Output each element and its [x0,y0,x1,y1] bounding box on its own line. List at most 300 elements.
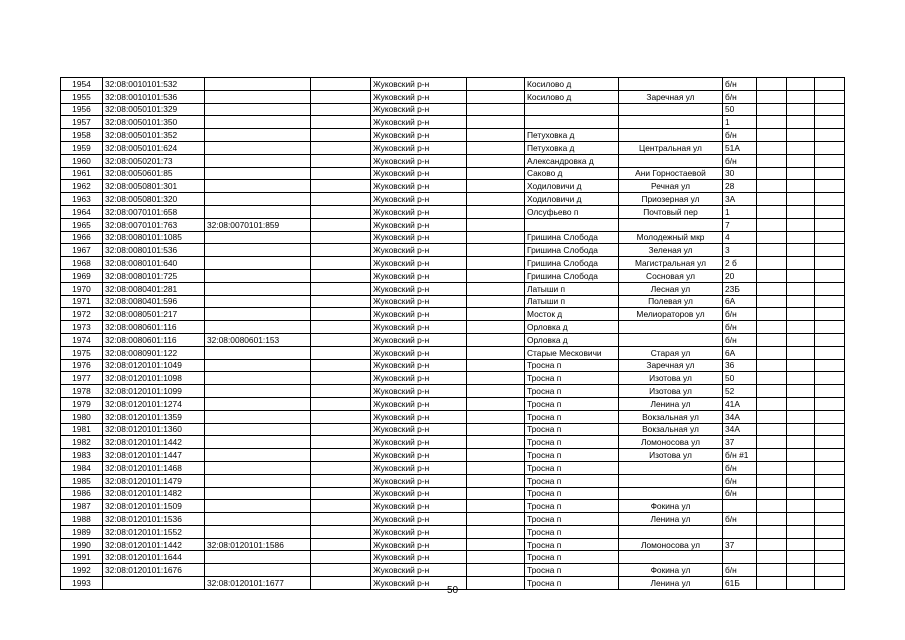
table-cell: 1954 [61,78,103,91]
table-cell [205,269,311,282]
table-cell: 1989 [61,525,103,538]
table-cell: Жуковский р-н [371,513,467,526]
table-cell: 1967 [61,244,103,257]
table-cell [311,308,371,321]
table-cell: Изотова ул [619,372,723,385]
table-cell [815,295,845,308]
table-cell: 1983 [61,449,103,462]
table-cell: Жуковский р-н [371,78,467,91]
table-row [61,295,845,308]
table-cell [787,269,815,282]
table-cell: 7 [723,218,757,231]
table-cell: 1984 [61,461,103,474]
table-row [61,513,845,526]
table-cell: 1976 [61,359,103,372]
table-cell: 3А [723,193,757,206]
table-cell: 1988 [61,513,103,526]
table-cell [311,167,371,180]
table-cell [787,308,815,321]
table-cell: 32:08:0120101:1677 [205,577,311,590]
table-row [61,205,845,218]
table-cell: Приозерная ул [619,193,723,206]
table-cell: Петуховка д [525,129,619,142]
table-cell: 32:08:0080601:153 [205,333,311,346]
table-cell [619,461,723,474]
table-cell [311,461,371,474]
table-cell: Жуковский р-н [371,346,467,359]
table-cell [787,385,815,398]
table-cell: Тросна п [525,513,619,526]
table-cell [467,423,525,436]
table-cell: б/н [723,321,757,334]
table-cell [815,193,845,206]
table-cell [815,231,845,244]
table-cell: 32:08:0120101:1447 [103,449,205,462]
table-cell: 1973 [61,321,103,334]
table-cell [619,474,723,487]
table-cell [311,321,371,334]
table-cell [757,282,787,295]
table-cell: Ленина ул [619,577,723,590]
table-cell: 32:08:0120101:1359 [103,410,205,423]
table-cell [757,269,787,282]
table-cell [787,231,815,244]
table-cell: 32:08:0080101:640 [103,257,205,270]
table-cell: 32:08:0050601:85 [103,167,205,180]
table-cell [787,257,815,270]
table-cell: 1963 [61,193,103,206]
table-cell [815,218,845,231]
table-cell [525,103,619,116]
table-cell: Речная ул [619,180,723,193]
table-cell: 1958 [61,129,103,142]
table-cell [311,103,371,116]
table-cell [757,525,787,538]
table-cell [205,180,311,193]
table-cell [787,167,815,180]
table-cell [311,513,371,526]
table-cell: б/н [723,154,757,167]
table-cell [815,410,845,423]
table-cell [757,487,787,500]
table-cell [619,487,723,500]
table-cell: 32:08:0080101:725 [103,269,205,282]
table-cell: 32:08:0070101:658 [103,205,205,218]
table-cell [787,461,815,474]
table-cell: Ленина ул [619,397,723,410]
table-row [61,90,845,103]
table-cell: 32:08:0050801:320 [103,193,205,206]
table-cell: Молодежный мкр [619,231,723,244]
table-cell [467,551,525,564]
table-cell [311,436,371,449]
table-cell [467,78,525,91]
table-row [61,116,845,129]
table-cell: Александровка д [525,154,619,167]
table-cell [815,116,845,129]
table-cell: Латыши п [525,282,619,295]
table-cell [787,436,815,449]
table-cell [311,410,371,423]
table-cell: 51А [723,141,757,154]
table-cell: Тросна п [525,410,619,423]
table-cell [311,564,371,577]
table-cell: Жуковский р-н [371,231,467,244]
table-cell: 1980 [61,410,103,423]
table-cell: 32:08:0080601:116 [103,333,205,346]
table-row [61,359,845,372]
table-cell [787,78,815,91]
table-cell [467,205,525,218]
table-row [61,103,845,116]
table-cell [205,116,311,129]
table-cell [205,474,311,487]
table-cell: Жуковский р-н [371,218,467,231]
table-cell [311,282,371,295]
table-cell: 1965 [61,218,103,231]
table-cell: 1960 [61,154,103,167]
table-cell [757,129,787,142]
table-cell [787,397,815,410]
table-cell [815,359,845,372]
table-cell: б/н #1 [723,449,757,462]
table-cell [311,538,371,551]
table-cell [787,359,815,372]
page-number: 50 [446,585,459,596]
table-cell [787,321,815,334]
table-cell [787,449,815,462]
table-cell: 32:08:0120101:1586 [205,538,311,551]
table-row [61,308,845,321]
table-cell: Жуковский р-н [371,193,467,206]
table-cell: 32:08:0010101:536 [103,90,205,103]
table-cell [757,461,787,474]
table-cell [467,257,525,270]
table-cell: Жуковский р-н [371,577,467,590]
table-cell [815,423,845,436]
table-cell [787,474,815,487]
table-cell: 32:08:0120101:1644 [103,551,205,564]
table-cell [467,564,525,577]
table-cell [311,116,371,129]
table-cell [311,90,371,103]
table-row [61,538,845,551]
table-cell [787,295,815,308]
table-cell [311,218,371,231]
table-cell [757,500,787,513]
table-cell [815,564,845,577]
table-cell [205,295,311,308]
table-cell: Гришина Слобода [525,244,619,257]
table-cell [205,449,311,462]
table-cell [311,487,371,500]
table-cell [467,474,525,487]
table-row [61,500,845,513]
table-cell: 1956 [61,103,103,116]
table-cell [787,103,815,116]
table-cell [311,141,371,154]
table-cell [467,359,525,372]
table-cell [757,90,787,103]
table-cell: б/н [723,308,757,321]
table-row [61,333,845,346]
table-cell [205,244,311,257]
table-cell [311,500,371,513]
table-cell: Фокина ул [619,564,723,577]
table-cell: б/н [723,474,757,487]
table-cell: Жуковский р-н [371,308,467,321]
table-cell [467,295,525,308]
table-cell: Жуковский р-н [371,474,467,487]
table-cell: 32:08:0050101:624 [103,141,205,154]
table-cell [815,308,845,321]
table-cell [757,257,787,270]
table-cell: б/н [723,513,757,526]
table-cell: 32:08:0010101:532 [103,78,205,91]
table-cell: б/н [723,78,757,91]
table-cell: 32:08:0120101:1479 [103,474,205,487]
table-cell [205,154,311,167]
table-cell [787,410,815,423]
table-cell [619,333,723,346]
table-row [61,321,845,334]
table-cell: 6А [723,346,757,359]
table-cell: 32:08:0080601:116 [103,321,205,334]
table-cell [757,244,787,257]
table-cell: Жуковский р-н [371,167,467,180]
table-cell: Мосток д [525,308,619,321]
table-cell: 32:08:0050101:329 [103,103,205,116]
table-cell [205,525,311,538]
table-cell [815,129,845,142]
table-cell: 36 [723,359,757,372]
table-cell: 1985 [61,474,103,487]
table-cell: Заречная ул [619,359,723,372]
table-cell: 34А [723,410,757,423]
table-cell: Тросна п [525,385,619,398]
table-row [61,180,845,193]
table-cell: Орловка д [525,333,619,346]
table-cell [205,346,311,359]
table-cell [815,269,845,282]
table-cell [619,103,723,116]
table-cell [467,397,525,410]
table-cell: 6А [723,295,757,308]
table-cell [205,193,311,206]
table-cell [757,551,787,564]
table-cell [815,372,845,385]
table-cell [311,244,371,257]
table-cell [815,244,845,257]
table-cell: 1961 [61,167,103,180]
table-cell: 32:08:0120101:1442 [103,436,205,449]
table-cell: 1955 [61,90,103,103]
table-cell: 32:08:0080501:217 [103,308,205,321]
table-cell [467,372,525,385]
table-cell: Тросна п [525,487,619,500]
table-cell: Жуковский р-н [371,564,467,577]
table-cell [205,436,311,449]
table-cell [525,116,619,129]
table-cell [205,551,311,564]
table-cell [723,525,757,538]
table-cell: 32:08:0120101:1509 [103,500,205,513]
table-cell: 1957 [61,116,103,129]
table-cell: 32:08:0120101:1552 [103,525,205,538]
table-cell [205,359,311,372]
table-cell [787,116,815,129]
table-cell [757,103,787,116]
table-cell [757,205,787,218]
table-cell [815,449,845,462]
table-cell [311,333,371,346]
table-cell [815,436,845,449]
table-cell [757,154,787,167]
table-cell [815,103,845,116]
table-cell [205,90,311,103]
table-cell: Жуковский р-н [371,295,467,308]
table-cell: Гришина Слобода [525,231,619,244]
table-cell [311,205,371,218]
table-cell: 1974 [61,333,103,346]
table-cell: Жуковский р-н [371,282,467,295]
table-cell: 1 [723,116,757,129]
table-cell: Вокзальная ул [619,410,723,423]
table-cell [311,372,371,385]
table-row [61,346,845,359]
table-cell [757,359,787,372]
table-cell: Жуковский р-н [371,538,467,551]
table-cell: 1962 [61,180,103,193]
table-cell [205,257,311,270]
table-cell: Изотова ул [619,449,723,462]
table-cell: Жуковский р-н [371,359,467,372]
table-cell [205,397,311,410]
table-cell [757,474,787,487]
table-cell [311,129,371,142]
table-cell [787,141,815,154]
table-cell: 37 [723,436,757,449]
table-cell [757,333,787,346]
table-cell: Латыши п [525,295,619,308]
table-cell: Тросна п [525,525,619,538]
table-cell [619,525,723,538]
table-cell: Жуковский р-н [371,103,467,116]
table-cell [815,513,845,526]
table-row [61,423,845,436]
table-row [61,78,845,91]
table-cell [815,385,845,398]
table-cell [787,333,815,346]
table-cell [205,205,311,218]
table-cell: 20 [723,269,757,282]
table-cell: Жуковский р-н [371,385,467,398]
table-cell [815,538,845,551]
table-cell: Жуковский р-н [371,423,467,436]
table-cell: б/н [723,333,757,346]
table-cell [787,205,815,218]
table-cell: Жуковский р-н [371,487,467,500]
table-cell: Жуковский р-н [371,410,467,423]
table-cell [757,410,787,423]
table-cell: 2 б [723,257,757,270]
table-cell: 1970 [61,282,103,295]
table-cell: Жуковский р-н [371,551,467,564]
table-cell [205,321,311,334]
table-cell: Тросна п [525,500,619,513]
table-cell: 1982 [61,436,103,449]
table-cell [467,218,525,231]
table-cell: Тросна п [525,461,619,474]
table-cell [467,116,525,129]
table-cell: 32:08:0070101:763 [103,218,205,231]
table-cell: Косилово д [525,78,619,91]
table-cell [467,308,525,321]
table-cell [467,244,525,257]
table-cell [723,551,757,564]
table-cell: 4 [723,231,757,244]
table-cell: Сосновая ул [619,269,723,282]
table-row [61,167,845,180]
table-cell [311,449,371,462]
table-cell: 28 [723,180,757,193]
table-cell [311,257,371,270]
table-cell [467,385,525,398]
table-cell [757,538,787,551]
table-cell: Тросна п [525,449,619,462]
table-cell [467,231,525,244]
table-cell: 32:08:0080901:122 [103,346,205,359]
table-cell [619,116,723,129]
table-cell: б/н [723,90,757,103]
table-cell: 1971 [61,295,103,308]
table-cell [311,295,371,308]
table-cell: 32:08:0120101:1360 [103,423,205,436]
table-cell [311,346,371,359]
table-cell: Жуковский р-н [371,500,467,513]
table-cell: 32:08:0070101:859 [205,218,311,231]
table-cell [205,372,311,385]
table-cell [205,103,311,116]
table-body [61,78,845,590]
table-cell: б/н [723,461,757,474]
table-cell [787,525,815,538]
table-cell: Косилово д [525,90,619,103]
table-row [61,154,845,167]
table-cell: Жуковский р-н [371,205,467,218]
table-cell: 1 [723,205,757,218]
table-cell: 1990 [61,538,103,551]
table-cell: 1975 [61,346,103,359]
table-cell: Гришина Слобода [525,257,619,270]
table-cell: Жуковский р-н [371,141,467,154]
table-cell: Старая ул [619,346,723,359]
table-cell [467,449,525,462]
table-row [61,231,845,244]
table-cell: Гришина Слобода [525,269,619,282]
table-cell [311,180,371,193]
table-cell: б/н [723,487,757,500]
table-cell: б/н [723,564,757,577]
table-cell [815,257,845,270]
table-cell: 41А [723,397,757,410]
table-cell: Жуковский р-н [371,333,467,346]
table-cell [205,308,311,321]
table-cell: 32:08:0050101:352 [103,129,205,142]
table-cell: 1978 [61,385,103,398]
table-row [61,244,845,257]
table-cell [815,90,845,103]
